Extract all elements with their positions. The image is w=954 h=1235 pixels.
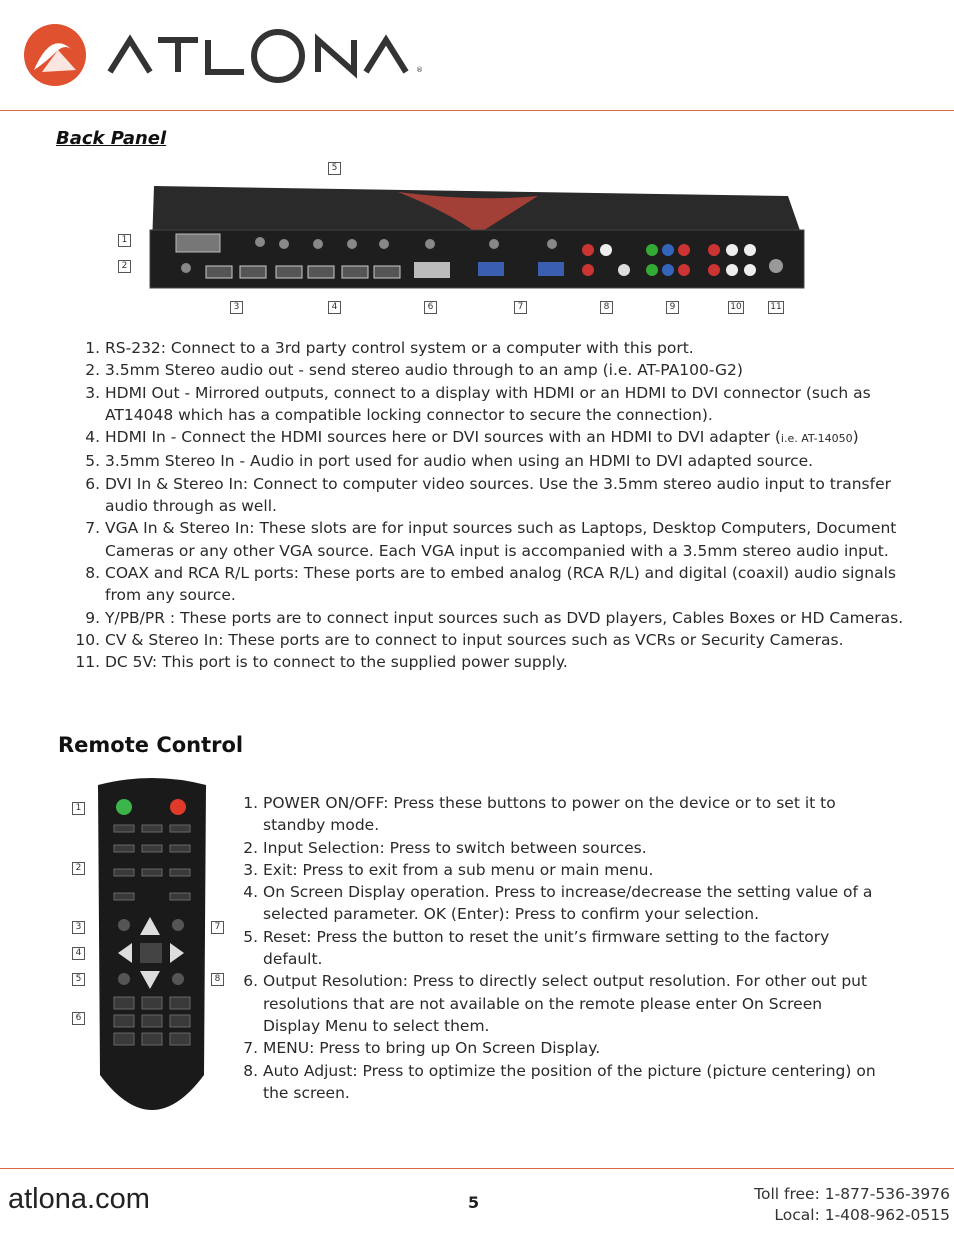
callout-9: 9 [666,301,679,314]
remote-control-image [92,775,212,1139]
header-rule [0,110,954,111]
remote-callout-1: 1 [72,802,85,815]
list-item: 5. 3.5mm Stereo In - Audio in port used for audio when using an HDMI to DVI adapted source. [85,452,814,471]
remote-callout-6: 6 [72,1012,85,1025]
atlona-logo [22,22,432,92]
list-item: 7. VGA In & Stereo In: These slots are for input sources such as Laptops, Desktop Computers, Document Cameras or any other VGA source. Each VGA input is accompanied with a 3.5mm stereo audio input. [85,519,897,560]
callout-11: 11 [768,301,784,314]
callout-2: 2 [118,260,131,273]
back-panel-heading: Back Panel [56,128,167,149]
remote-callout-4: 4 [72,947,85,960]
remote-callout-2: 2 [72,862,85,875]
list-item: 8. COAX and RCA R/L ports: These ports are to embed analog (RCA R/L) and digital (coaxil) audio signals from any source. [85,563,896,605]
callout-1: 1 [118,234,131,247]
remote-control-heading: Remote Control [58,733,244,757]
remote-callout-5: 5 [72,973,85,986]
list-item: 6. Output Resolution: Press to directly select output resolution. For other out put resolutions that are not available on the remote please enter On Screen Display Menu to select them. [243,972,868,1035]
back-panel-image [148,182,808,296]
toll-free-number: Toll free: 1-877-536-3976 [754,1185,950,1203]
callout-4: 4 [328,301,341,314]
list-item: 5. Reset: Press the button to reset the unit’s firmware setting to the factory default. [243,927,830,969]
list-item: 2. 3.5mm Stereo audio out - send stereo audio through to an amp (i.e. AT-PA100-G2) [85,361,743,380]
list-item: 1. RS-232: Connect to a 3rd party control system or a computer with this port. [85,339,694,357]
remote-control-list [236,792,876,1104]
list-item: 3. HDMI Out - Mirrored outputs, connect to a display with HDMI or an HDMI to DVI connector (such as AT14048 which has a compatible locking connector to secure the connection). [85,383,871,424]
svg-text:®: ® [416,66,423,74]
local-number: Local: 1-408-962-0515 [774,1206,950,1224]
remote-callout-3: 3 [72,921,85,934]
list-item: 4. On Screen Display operation. Press to increase/decrease the setting value of a selected parameter. OK (Enter): Press to confirm your selection. [243,883,873,924]
page-number: 5 [468,1193,480,1212]
footer-rule [0,1168,954,1169]
footer-website: atlona.com [8,1183,150,1215]
footer-phone-numbers [754,1184,950,1226]
remote-callout-7: 7 [211,921,224,934]
remote-callout-8: 8 [211,973,224,986]
list-item: 11. DC 5V: This port is to connect to the supplied power supply. [75,653,568,672]
list-item: 8. Auto Adjust: Press to optimize the position of the picture (picture centering) on the screen. [243,1061,876,1102]
list-item: 10. CV & Stereo In: These ports are to connect to input sources such as VCRs or Security Cameras. [75,630,844,649]
back-panel-list [75,337,908,673]
list-item: 2. Input Selection: Press to switch between sources. [243,838,647,857]
list-item: 6. DVI In & Stereo In: Connect to computer video sources. Use the 3.5mm stereo audio input to transfer audio through as well. [85,474,891,516]
callout-3: 3 [230,301,243,314]
list-item: 7. MENU: Press to bring up On Screen Display. [243,1039,601,1058]
callout-10: 10 [728,301,744,314]
callout-8: 8 [600,301,613,314]
callout-5: 5 [328,162,341,175]
list-item: 9. Y/PB/PR : These ports are to connect input sources such as DVD players, Cables Boxes or HD Cameras. [85,608,904,627]
callout-7: 7 [514,301,527,314]
list-item: 1. POWER ON/OFF: Press these buttons to power on the device or to set it to standby mode. [243,794,836,835]
callout-6: 6 [424,301,437,314]
list-item: 4. HDMI In - Connect the HDMI sources here or DVI sources with an HDMI to DVI adapter (i.e. AT-14050) [85,428,859,447]
list-item: 3. Exit: Press to exit from a sub menu or main menu. [243,860,654,879]
